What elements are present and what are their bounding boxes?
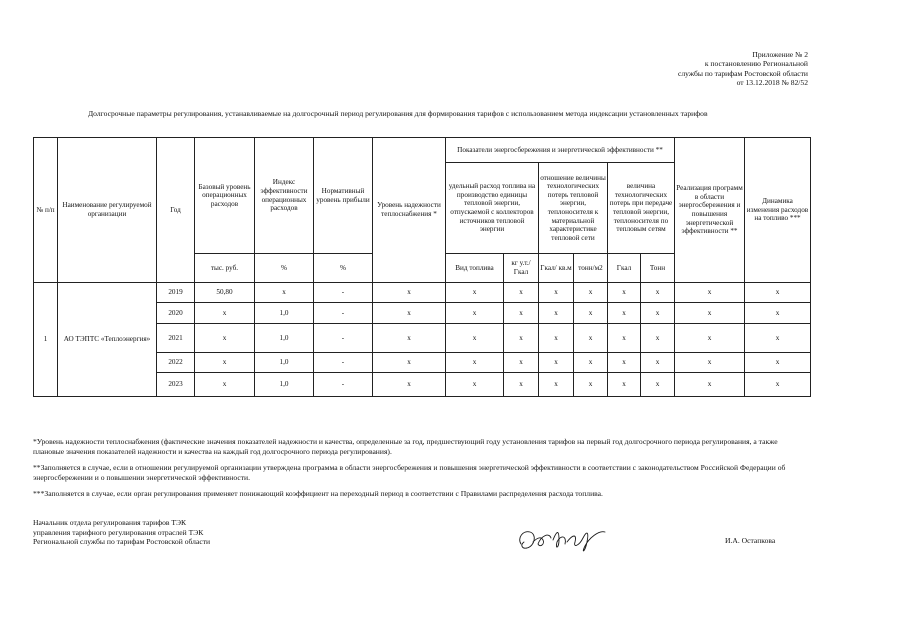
header-program: Реализация программ в области энергосбережения и повышения энергетической эффективности **: [675, 138, 745, 283]
unit-fuel-type: Вид топлива: [446, 254, 504, 283]
handwritten-signature: [515, 524, 610, 556]
cell-reliability: х: [373, 303, 446, 324]
unit-ratio-1: Гкал/ кв.м: [539, 254, 574, 283]
cell-base: х: [195, 324, 255, 353]
cell-fuel-type: х: [446, 373, 504, 397]
cell-ratio-1: х: [539, 303, 574, 324]
cell-norm: -: [314, 353, 373, 373]
cell-loss-1: х: [608, 324, 641, 353]
signatory-name: И.А. Остапкова: [725, 536, 776, 545]
cell-fuel: х: [504, 373, 539, 397]
header-norm: Нормативный уровень прибыли: [314, 138, 373, 254]
cell-year: 2023: [157, 373, 195, 397]
header-energy-group: Показатели энергосбережения и энергетической эффективности **: [446, 138, 675, 163]
header-org: Наименование регулируемой организации: [58, 138, 157, 283]
signatory-line: Региональной службы по тарифам Ростовской области: [33, 537, 211, 547]
appendix-line: службы по тарифам Ростовской области: [677, 68, 808, 78]
appendix-line: от 13.12.2018 № 82/52: [736, 78, 808, 88]
header-losses: величина технологических потерь при передаче тепловой энергии, теплоносителя по тепловым сетям: [608, 163, 675, 254]
cell-base: 50,80: [195, 283, 255, 303]
header-fuel: удельный расход топлива на производство единицы тепловой энергии, отпускаемой с коллекторов источников тепловой энергии: [446, 163, 539, 254]
cell-loss-2: х: [641, 283, 675, 303]
cell-base: х: [195, 353, 255, 373]
unit-norm: %: [314, 254, 373, 283]
cell-reliability: х: [373, 373, 446, 397]
cell-ratio-1: х: [539, 283, 574, 303]
cell-loss-2: х: [641, 303, 675, 324]
appendix-line: к постановлению Региональной: [704, 59, 808, 69]
footnote-fuel-coefficient: ***Заполняется в случае, если орган регулирования применяет понижающий коэффициент на переходный период в соответствии с Правилами распределения расхода топлива.: [33, 489, 603, 499]
cell-ratio-2: х: [574, 373, 608, 397]
cell-program: х: [675, 303, 745, 324]
header-ratio: отношение величины технологических потерь тепловой энергии, теплоносителя к материальной характеристике тепловой сети: [539, 163, 608, 254]
unit-index: %: [255, 254, 314, 283]
cell-index: 1,0: [255, 324, 314, 353]
header-base: Базовый уровень операционных расходов: [195, 138, 255, 254]
header-dynamics: Динамика изменения расходов на топливо ***: [745, 138, 811, 283]
unit-fuel: кг у.т./ Гкал: [504, 254, 539, 283]
cell-program: х: [675, 324, 745, 353]
cell-fuel-type: х: [446, 324, 504, 353]
cell-program: х: [675, 283, 745, 303]
cell-reliability: х: [373, 353, 446, 373]
cell-fuel-type: х: [446, 353, 504, 373]
cell-program: х: [675, 373, 745, 397]
cell-year: 2020: [157, 303, 195, 324]
document-title: Долгосрочные параметры регулирования, устанавливаемые на долгосрочный период регулирования для формирования тарифов с использованием метода индексации установленных тарифов: [88, 109, 708, 118]
cell-fuel: х: [504, 303, 539, 324]
cell-loss-1: х: [608, 373, 641, 397]
cell-fuel-type: х: [446, 283, 504, 303]
parameters-table: [33, 137, 811, 397]
unit-ratio-2: тонн/м2: [574, 254, 608, 283]
appendix-line: Приложение № 2: [752, 50, 808, 59]
cell-index: 1,0: [255, 353, 314, 373]
cell-ratio-1: х: [539, 373, 574, 397]
cell-year: 2022: [157, 353, 195, 373]
header-index: Индекс эффективности операционных расходов: [255, 138, 314, 254]
cell-dynamics: х: [745, 353, 811, 373]
cell-reliability: х: [373, 324, 446, 353]
appendix-header: [678, 50, 808, 88]
cell-base: х: [195, 373, 255, 397]
cell-norm: -: [314, 373, 373, 397]
cell-fuel: х: [504, 283, 539, 303]
unit-loss-1: Гкал: [608, 254, 641, 283]
cell-dynamics: х: [745, 283, 811, 303]
cell-fuel: х: [504, 353, 539, 373]
header-reliability: Уровень надежности теплоснабжения *: [373, 138, 446, 283]
org-num: 1: [34, 283, 58, 397]
cell-ratio-2: х: [574, 283, 608, 303]
cell-loss-2: х: [641, 324, 675, 353]
cell-index: х: [255, 283, 314, 303]
cell-program: х: [675, 353, 745, 373]
footnote-energy-program: **Заполняется в случае, если в отношении регулируемой организации утверждена программа в области энергосбережения и повышения энергетической эффективности в соответствии с законодательством Российской Федерации об энергосбережении и о повышении энергетической эффективности.: [33, 463, 786, 482]
cell-ratio-2: х: [574, 353, 608, 373]
header-num: № п/п: [34, 138, 58, 283]
cell-dynamics: х: [745, 324, 811, 353]
cell-base: х: [195, 303, 255, 324]
cell-fuel-type: х: [446, 303, 504, 324]
footnote-reliability: *Уровень надежности теплоснабжения (фактические значения показателей надежности и качества, определенные за год, предшествующий году установления тарифов на первый год долгосрочного периода регулирования, а также плановые значения показателей надежности и качества на каждый год долгосрочного периода регулирования).: [33, 437, 778, 456]
cell-reliability: х: [373, 283, 446, 303]
cell-ratio-2: х: [574, 303, 608, 324]
cell-index: 1,0: [255, 303, 314, 324]
cell-loss-2: х: [641, 353, 675, 373]
footnotes: [33, 437, 809, 506]
header-year: Год: [157, 138, 195, 283]
unit-base: тыс. руб.: [195, 254, 255, 283]
cell-ratio-1: х: [539, 324, 574, 353]
cell-loss-1: х: [608, 283, 641, 303]
cell-norm: -: [314, 303, 373, 324]
cell-year: 2021: [157, 324, 195, 353]
cell-norm: -: [314, 283, 373, 303]
cell-fuel: х: [504, 324, 539, 353]
cell-loss-1: х: [608, 303, 641, 324]
signatory-line: Начальник отдела регулирования тарифов ТЭК: [33, 518, 187, 527]
unit-loss-2: Тонн: [641, 254, 675, 283]
cell-dynamics: х: [745, 373, 811, 397]
cell-dynamics: х: [745, 303, 811, 324]
table-row: [34, 283, 811, 303]
org-name: АО ТЭПТС «Теплоэнергия»: [58, 283, 157, 397]
cell-year: 2019: [157, 283, 195, 303]
cell-ratio-1: х: [539, 353, 574, 373]
signatory-line: управления тарифного регулирования отраслей ТЭК: [33, 527, 204, 537]
cell-ratio-2: х: [574, 324, 608, 353]
signatory-position: [33, 518, 210, 547]
cell-loss-1: х: [608, 353, 641, 373]
cell-norm: -: [314, 324, 373, 353]
cell-index: 1,0: [255, 373, 314, 397]
cell-loss-2: х: [641, 373, 675, 397]
